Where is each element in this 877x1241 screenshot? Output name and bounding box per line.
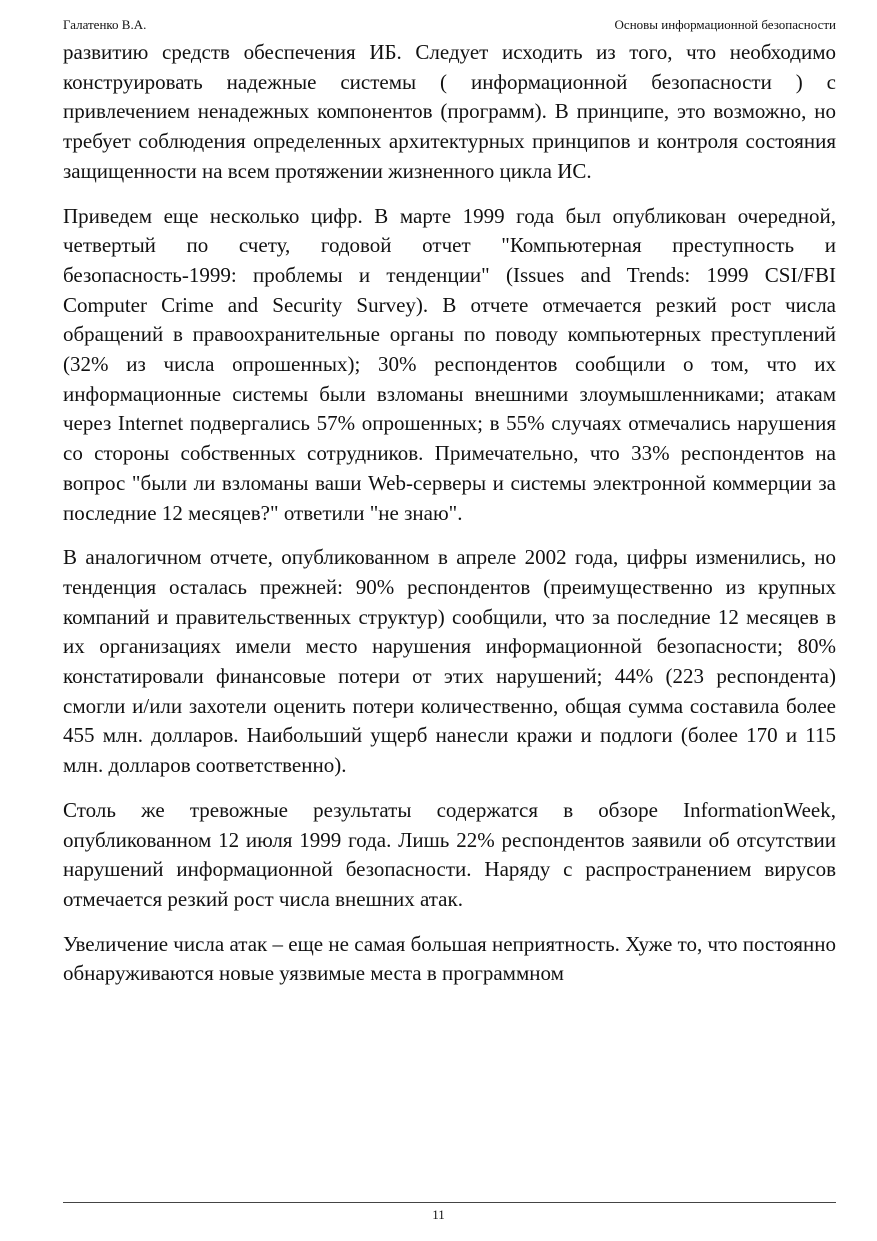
header-author: Галатенко В.А. (63, 17, 147, 32)
header-book-title: Основы информационной безопасности (614, 17, 836, 32)
page-body (63, 38, 836, 1004)
paragraph: Столь же тревожные результаты содержатся в обзоре InformationWeek, опубликованном 12 июля 1999 года. Лишь 22% респондентов заявили об отсутствии нарушений информационной безопасности. Наряду с распространением вирусов отмечается резкий рост числа внешних атак. (63, 797, 836, 911)
paragraph: Увеличение числа атак – еще не самая большая неприятность. Хуже то, что постоянно обнаруживаются новые уязвимые места в программном (63, 931, 836, 986)
footer-divider (63, 1202, 836, 1203)
paragraph: развитию средств обеспечения ИБ. Следует исходить из того, что необходимо конструировать надежные системы ( информационной безопасности ) с привлечением ненадежных компонентов (программ). В принципе, это возможно, но требует соблюдения определенных архитектурных принципов и контроля состояния защищенности на всем протяжении жизненного цикла ИС. (63, 40, 836, 183)
page-header (63, 16, 836, 34)
paragraph: Приведем еще несколько цифр. В марте 1999 года был опубликован очередной, четвертый по счету, годовой отчет "Компьютерная преступность и безопасность-1999: проблемы и тенденции" (Issues and Trends: 1999 CSI/FBI Computer Crime and Security Survey). В отчете отмечается резкий рост числа обращений в правоохранительные органы по поводу компьютерных преступлений (32% из числа опрошенных); 30% респондентов сообщили о том, что их информационные системы были взломаны внешними злоумышленниками; атакам через Internet подвергались 57% опрошенных; в 55% случаях отмечались нарушения со стороны собственных сотрудников. Примечательно, что 33% респондентов на вопрос "были ли взломаны ваши Web-серверы и системы электронной коммерции за последние 12 месяцев?" ответили "не знаю". (63, 203, 836, 525)
page-number: 11 (432, 1207, 445, 1222)
paragraph: В аналогичном отчете, опубликованном в апреле 2002 года, цифры изменились, но тенденция осталась прежней: 90% респондентов (преимущественно из крупных компаний и правительственных структур) сообщили, что за последние 12 месяцев в их организациях имели место нарушения информационной безопасности; 80% констатировали финансовые потери от этих нарушений; 44% (223 респондента) смогли и/или захотели оценить потери количественно, общая сумма составила более 455 млн. долларов. Наибольший ущерб нанесли кражи и подлоги (более 170 и 115 млн. долларов соответственно). (63, 545, 836, 778)
